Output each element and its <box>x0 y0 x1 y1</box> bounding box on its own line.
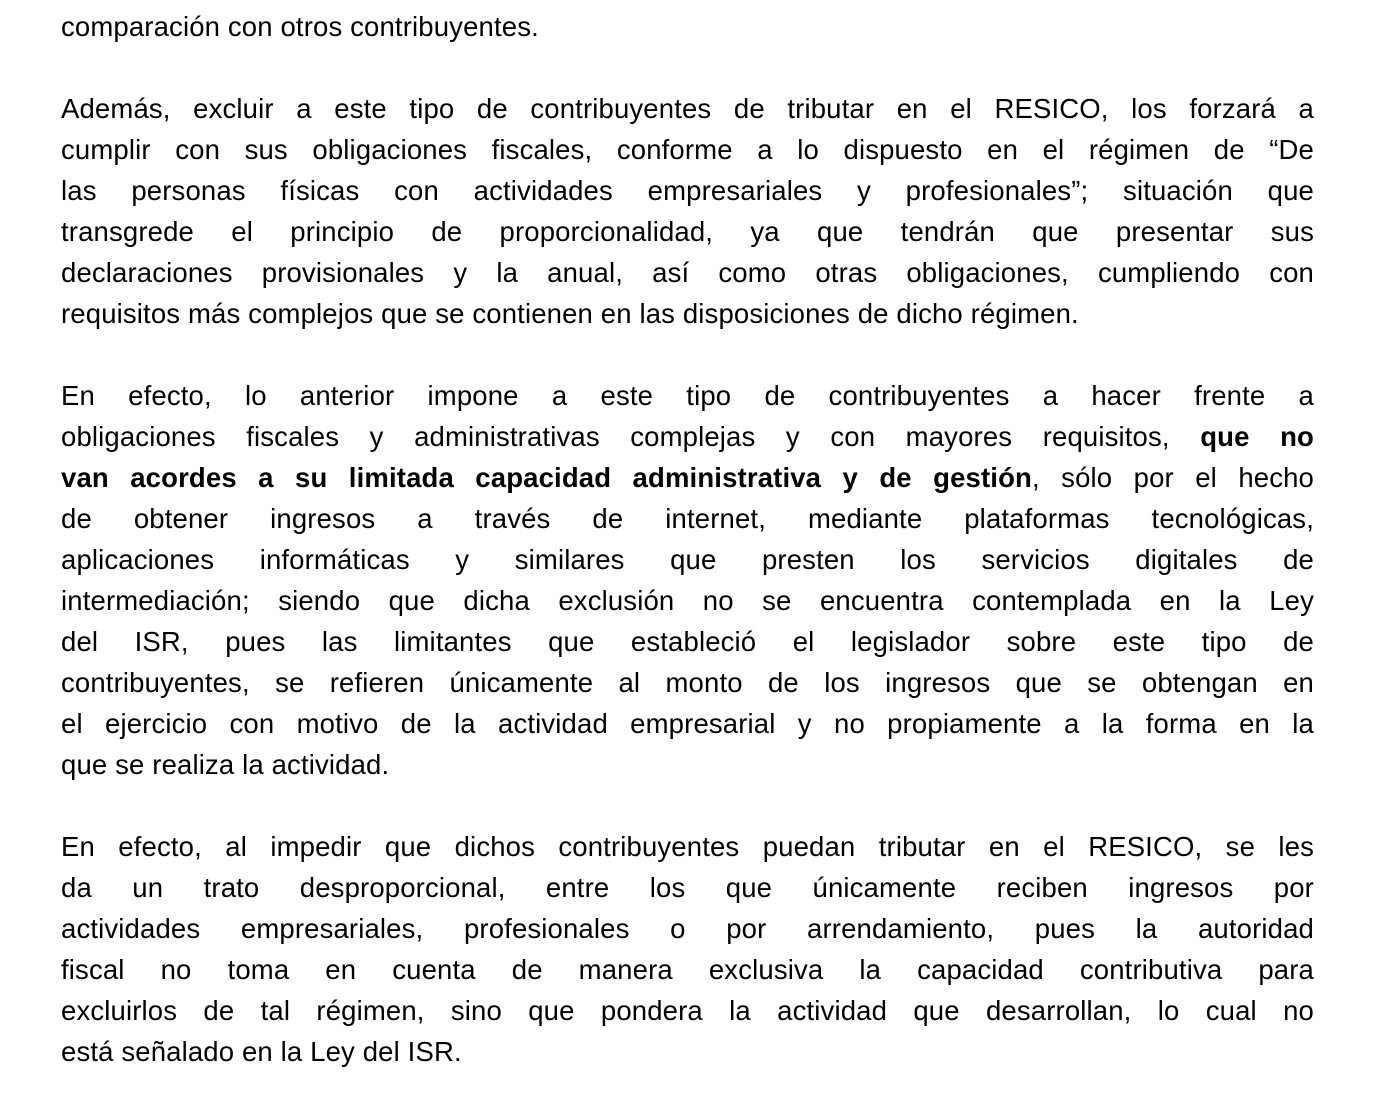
text-segment: está señalado en la Ley del ISR. <box>61 1036 462 1067</box>
text-line <box>61 867 1314 908</box>
paragraph-trato-desproporcional <box>61 826 1314 1072</box>
text-segment: cumplir con sus obligaciones fiscales, conforme a lo dispuesto en el régimen de “De <box>61 134 1314 165</box>
text-line <box>61 703 1314 744</box>
text-line <box>61 457 1314 498</box>
text-segment: En efecto, al impedir que dichos contribuyentes puedan tributar en el RESICO, se les <box>61 831 1314 862</box>
text-segment: que se realiza la actividad. <box>61 749 390 780</box>
paragraph-continuation <box>61 6 1314 47</box>
text-line <box>61 88 1314 129</box>
text-line <box>61 908 1314 949</box>
text-segment: aplicaciones informáticas y similares que presten los servicios digitales de <box>61 544 1314 575</box>
text-segment: excluirlos de tal régimen, sino que pondera la actividad que desarrollan, lo cual no <box>61 995 1314 1026</box>
text-line <box>61 580 1314 621</box>
text-segment: del ISR, pues las limitantes que estableció el legislador sobre este tipo de <box>61 626 1314 657</box>
text-line <box>61 252 1314 293</box>
text-line <box>61 826 1314 867</box>
text-segment: contribuyentes, se refieren únicamente al monto de los ingresos que se obtengan en <box>61 667 1314 698</box>
text-segment: declaraciones provisionales y la anual, así como otras obligaciones, cumpliendo con <box>61 257 1314 288</box>
text-segment: obligaciones fiscales y administrativas complejas y con mayores requisitos, <box>61 421 1201 452</box>
text-segment: Además, excluir a este tipo de contribuyentes de tributar en el RESICO, los forzará a <box>61 93 1314 124</box>
text-line <box>61 416 1314 457</box>
text-line <box>61 6 1314 47</box>
text-line <box>61 539 1314 580</box>
text-segment: actividades empresariales, profesionales o por arrendamiento, pues la autoridad <box>61 913 1314 944</box>
text-line <box>61 170 1314 211</box>
bold-text-segment: van acordes a su limitada capacidad administrativa y de gestión <box>61 462 1032 493</box>
text-line <box>61 662 1314 703</box>
text-line <box>61 375 1314 416</box>
text-segment: el ejercicio con motivo de la actividad empresarial y no propiamente a la forma en la <box>61 708 1314 739</box>
text-line <box>61 293 1314 334</box>
text-line <box>61 949 1314 990</box>
text-segment: fiscal no toma en cuenta de manera exclusiva la capacidad contributiva para <box>61 954 1314 985</box>
text-line <box>61 211 1314 252</box>
text-segment: En efecto, lo anterior impone a este tipo de contribuyentes a hacer frente a <box>61 380 1314 411</box>
text-segment: de obtener ingresos a través de internet, mediante plataformas tecnológicas, <box>61 503 1314 534</box>
paragraph-efecto-obligaciones <box>61 375 1314 785</box>
text-line <box>61 621 1314 662</box>
text-line <box>61 498 1314 539</box>
text-segment: comparación con otros contribuyentes. <box>61 11 539 42</box>
text-segment: requisitos más complejos que se contienen en las disposiciones de dicho régimen. <box>61 298 1079 329</box>
text-line <box>61 1031 1314 1072</box>
text-line <box>61 129 1314 170</box>
text-line <box>61 990 1314 1031</box>
text-segment: las personas físicas con actividades empresariales y profesionales”; situación que <box>61 175 1314 206</box>
text-segment: da un trato desproporcional, entre los que únicamente reciben ingresos por <box>61 872 1314 903</box>
paragraph-exclusion-resico <box>61 88 1314 334</box>
document-page <box>61 6 1314 1113</box>
text-segment: transgrede el principio de proporcionalidad, ya que tendrán que presentar sus <box>61 216 1314 247</box>
text-segment: intermediación; siendo que dicha exclusión no se encuentra contemplada en la Ley <box>61 585 1314 616</box>
text-segment: , sólo por el hecho <box>1031 462 1314 493</box>
text-line <box>61 744 1314 785</box>
bold-text-segment: que no <box>1200 421 1315 452</box>
